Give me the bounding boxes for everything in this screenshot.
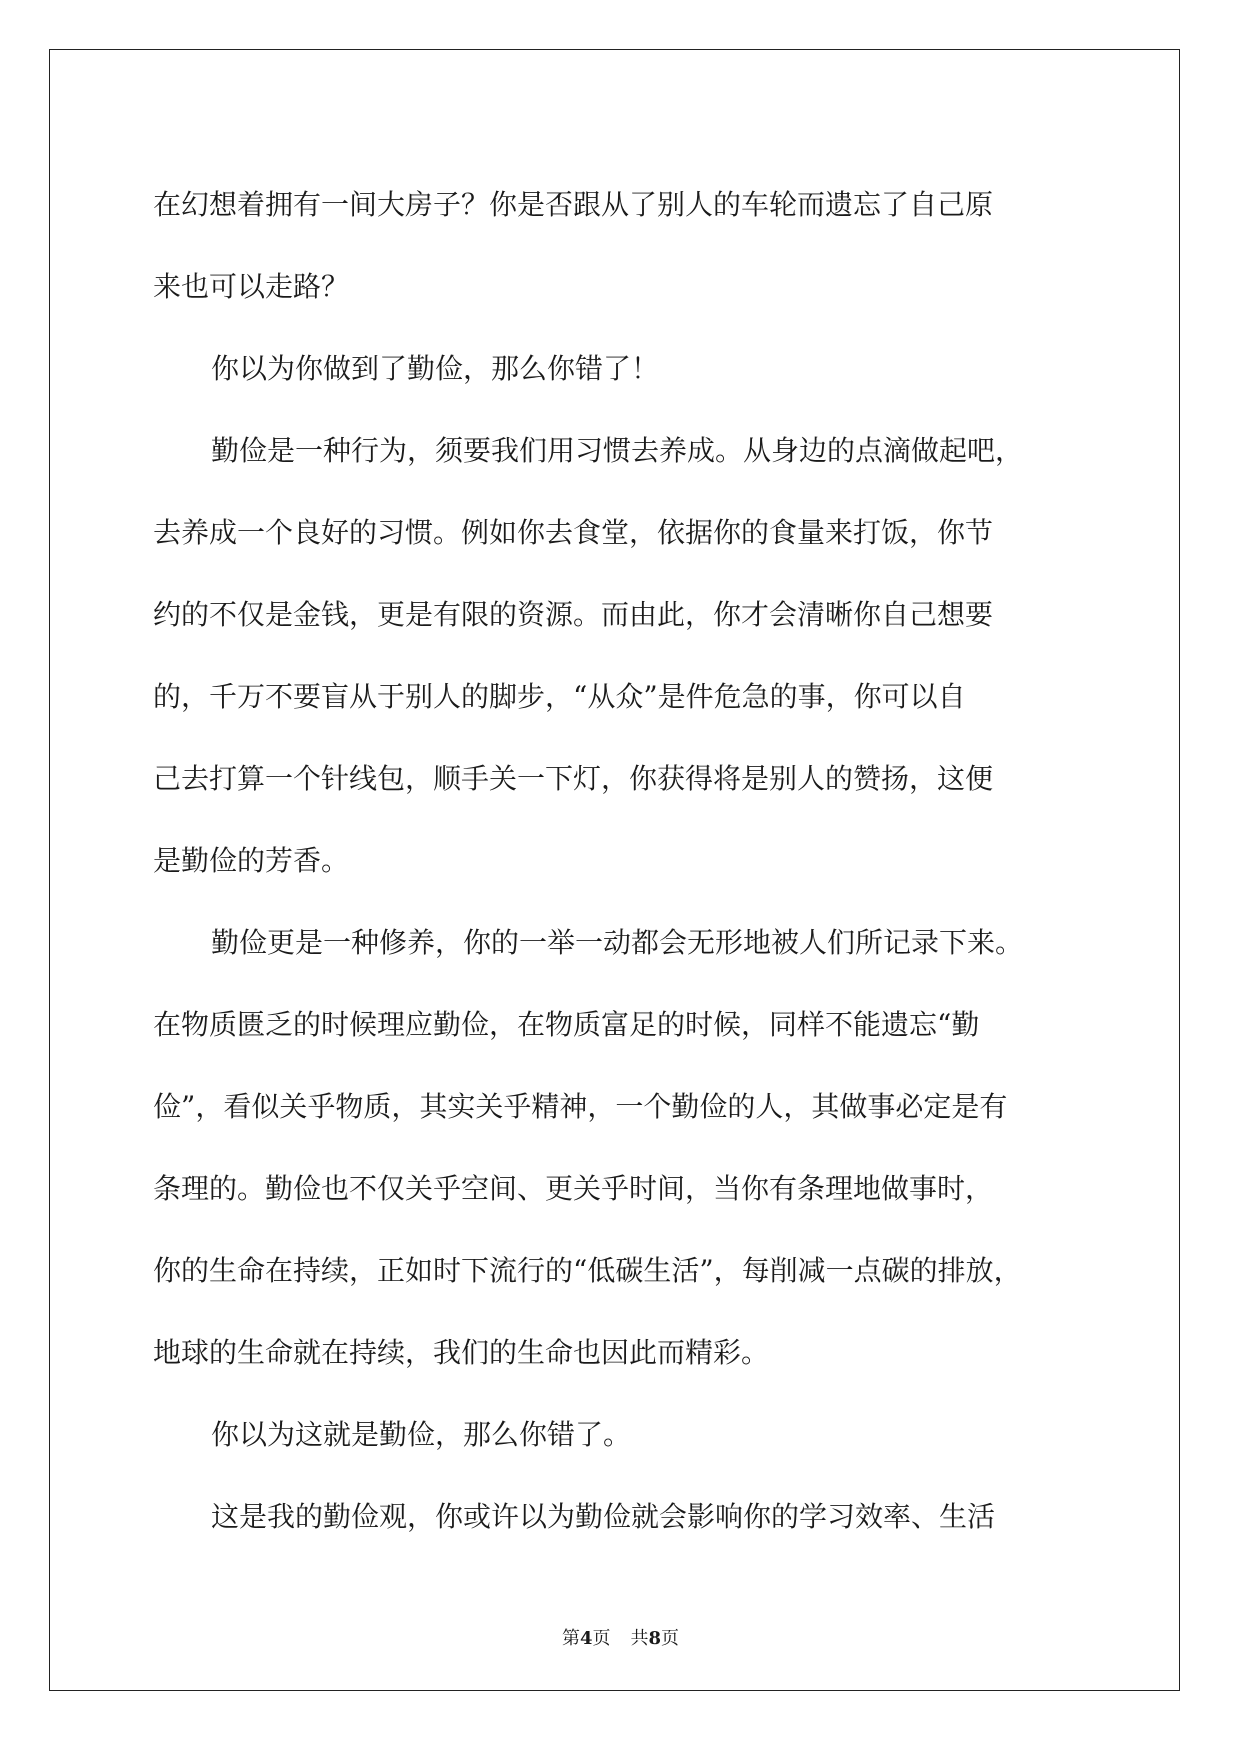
text-line: 条理的。勤俭也不仅关乎空间、更关乎时间，当你有条理地做事时， xyxy=(153,1172,994,1205)
text-line: 你以为这就是勤俭，那么你错了。 xyxy=(211,1418,632,1451)
page-footer xyxy=(0,1624,1241,1650)
text-line: 来也可以走路？ xyxy=(153,270,350,303)
text-line: 在幻想着拥有一间大房子？你是否跟从了别人的车轮而遗忘了自己原 xyxy=(153,188,994,221)
text-line: 是勤俭的芳香。 xyxy=(153,844,350,877)
current-page-number: 4 xyxy=(579,1628,593,1649)
text-line: 去养成一个良好的习惯。例如你去食堂，依据你的食量来打饭，你节 xyxy=(153,516,994,549)
text-line: 勤俭是一种行为，须要我们用习惯去养成。从身边的点滴做起吧， xyxy=(211,434,1024,467)
text-line: 在物质匮乏的时候理应勤俭，在物质富足的时候，同样不能遗忘“勤 xyxy=(153,1008,980,1041)
text-line: 俭”，看似关乎物质，其实关乎精神，一个勤俭的人，其做事必定是有 xyxy=(153,1090,1008,1123)
text-line: 勤俭更是一种修养，你的一举一动都会无形地被人们所记录下来。 xyxy=(211,926,1024,959)
total-suffix: 页 xyxy=(661,1628,680,1649)
text-line: 地球的生命就在持续，我们的生命也因此而精彩。 xyxy=(153,1336,770,1369)
text-line: 的，千万不要盲从于别人的脚步，“从众”是件危急的事，你可以自 xyxy=(153,680,966,713)
text-line: 约的不仅是金钱，更是有限的资源。而由此，你才会清晰你自己想要 xyxy=(153,598,994,631)
text-line: 你以为你做到了勤俭，那么你错了！ xyxy=(211,352,660,385)
total-page-number: 8 xyxy=(648,1628,662,1649)
page-suffix: 页 xyxy=(592,1628,611,1649)
document-body xyxy=(153,164,1085,1558)
page-prefix: 第 xyxy=(561,1628,580,1649)
text-line: 你的生命在持续，正如时下流行的“低碳生活”，每削减一点碳的排放， xyxy=(153,1254,1022,1287)
text-line: 己去打算一个针线包，顺手关一下灯，你获得将是别人的赞扬，这便 xyxy=(153,762,994,795)
text-line: 这是我的勤俭观，你或许以为勤俭就会影响你的学习效率、生活 xyxy=(211,1500,996,1533)
total-prefix: 共 xyxy=(630,1628,649,1649)
